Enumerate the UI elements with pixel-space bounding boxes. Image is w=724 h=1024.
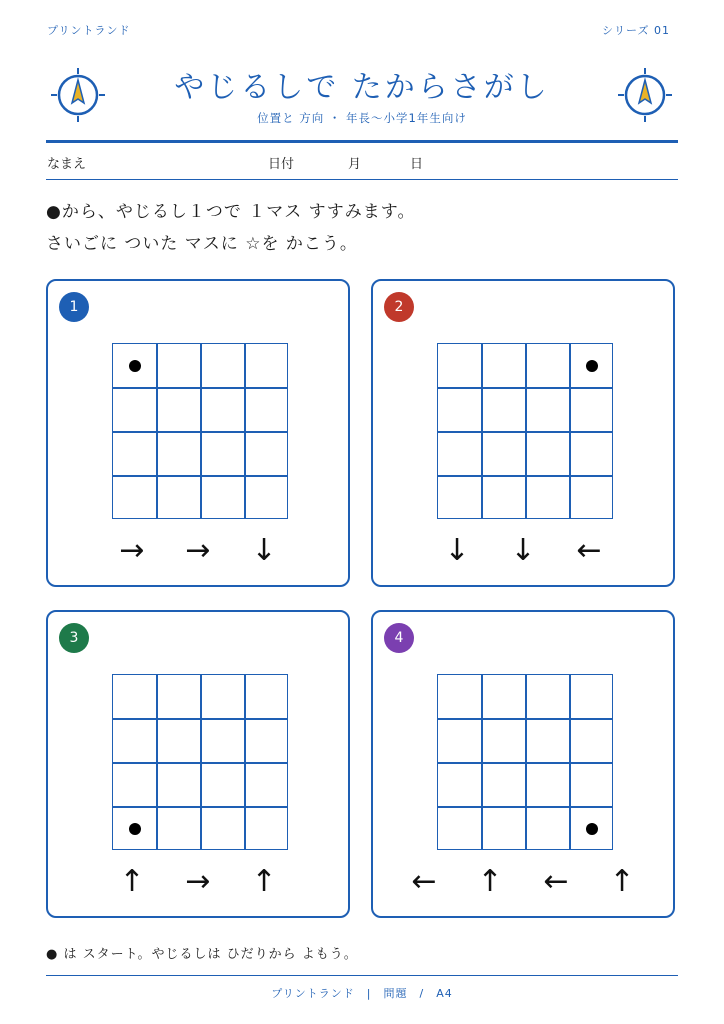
puzzle-grid [112,674,288,850]
grid-line-horizontal [438,762,612,764]
grid-line-horizontal [113,762,287,764]
grid-line-horizontal [113,806,287,808]
day-label: 日 [410,157,424,172]
direction-arrow: ← [576,533,602,568]
series-label: シリーズ 01 [602,24,670,37]
puzzle-grid [112,343,288,519]
grid-line-vertical [244,675,246,849]
direction-arrow: ← [411,864,437,899]
puzzle-grid [437,674,613,850]
puzzle-card-4 [371,610,675,918]
start-note: ● は スタート。やじるしは ひだりから よもう。 [46,947,358,962]
start-dot [586,823,598,835]
direction-arrow: ↓ [251,533,277,568]
direction-arrow: → [119,533,145,568]
start-dot [586,360,598,372]
page-subtitle: 位置と 方向 ・ 年長〜小学1年生向け [257,111,467,125]
puzzle-number-badge: 4 [384,623,414,653]
puzzle-card-1 [46,279,350,587]
direction-arrow: → [185,864,211,899]
instruction-line-2: さいごに ついた マスに ☆を かこう。 [46,234,358,254]
header-divider [46,140,678,143]
start-dot [129,823,141,835]
direction-arrow: → [185,533,211,568]
page-title: やじるしで たからさがし [174,70,550,105]
puzzle-card-2 [371,279,675,587]
puzzle-card-3 [46,610,350,918]
arrow-sequence [48,862,348,902]
puzzle-grid [437,343,613,519]
arrow-sequence [373,531,673,571]
month-label: 月 [348,157,362,172]
grid-line-horizontal [438,806,612,808]
direction-arrow: ↓ [444,533,470,568]
direction-arrow: ↑ [609,864,635,899]
puzzle-number-badge: 1 [59,292,89,322]
grid-line-vertical [569,344,571,518]
grid-line-horizontal [113,475,287,477]
name-row-divider [46,179,678,180]
direction-arrow: ↓ [510,533,536,568]
start-dot [129,360,141,372]
grid-line-vertical [569,675,571,849]
grid-line-horizontal [438,431,612,433]
name-label: なまえ [47,157,87,172]
brand-label: プリントランド [47,24,131,37]
arrow-sequence [373,862,673,902]
puzzle-number-badge: 2 [384,292,414,322]
puzzle-number-badge: 3 [59,623,89,653]
footer-divider [46,975,678,976]
direction-arrow: ↑ [477,864,503,899]
direction-arrow: ↑ [251,864,277,899]
date-label: 日付 [268,157,295,172]
page-footer: プリントランド | 問題 / A4 [271,987,453,1000]
grid-line-vertical [244,344,246,518]
grid-line-horizontal [113,431,287,433]
arrow-sequence [48,531,348,571]
direction-arrow: ← [543,864,569,899]
grid-line-horizontal [438,475,612,477]
direction-arrow: ↑ [119,864,145,899]
instruction-line-1: ●から、やじるし１つで １マス すすみます。 [46,202,416,222]
